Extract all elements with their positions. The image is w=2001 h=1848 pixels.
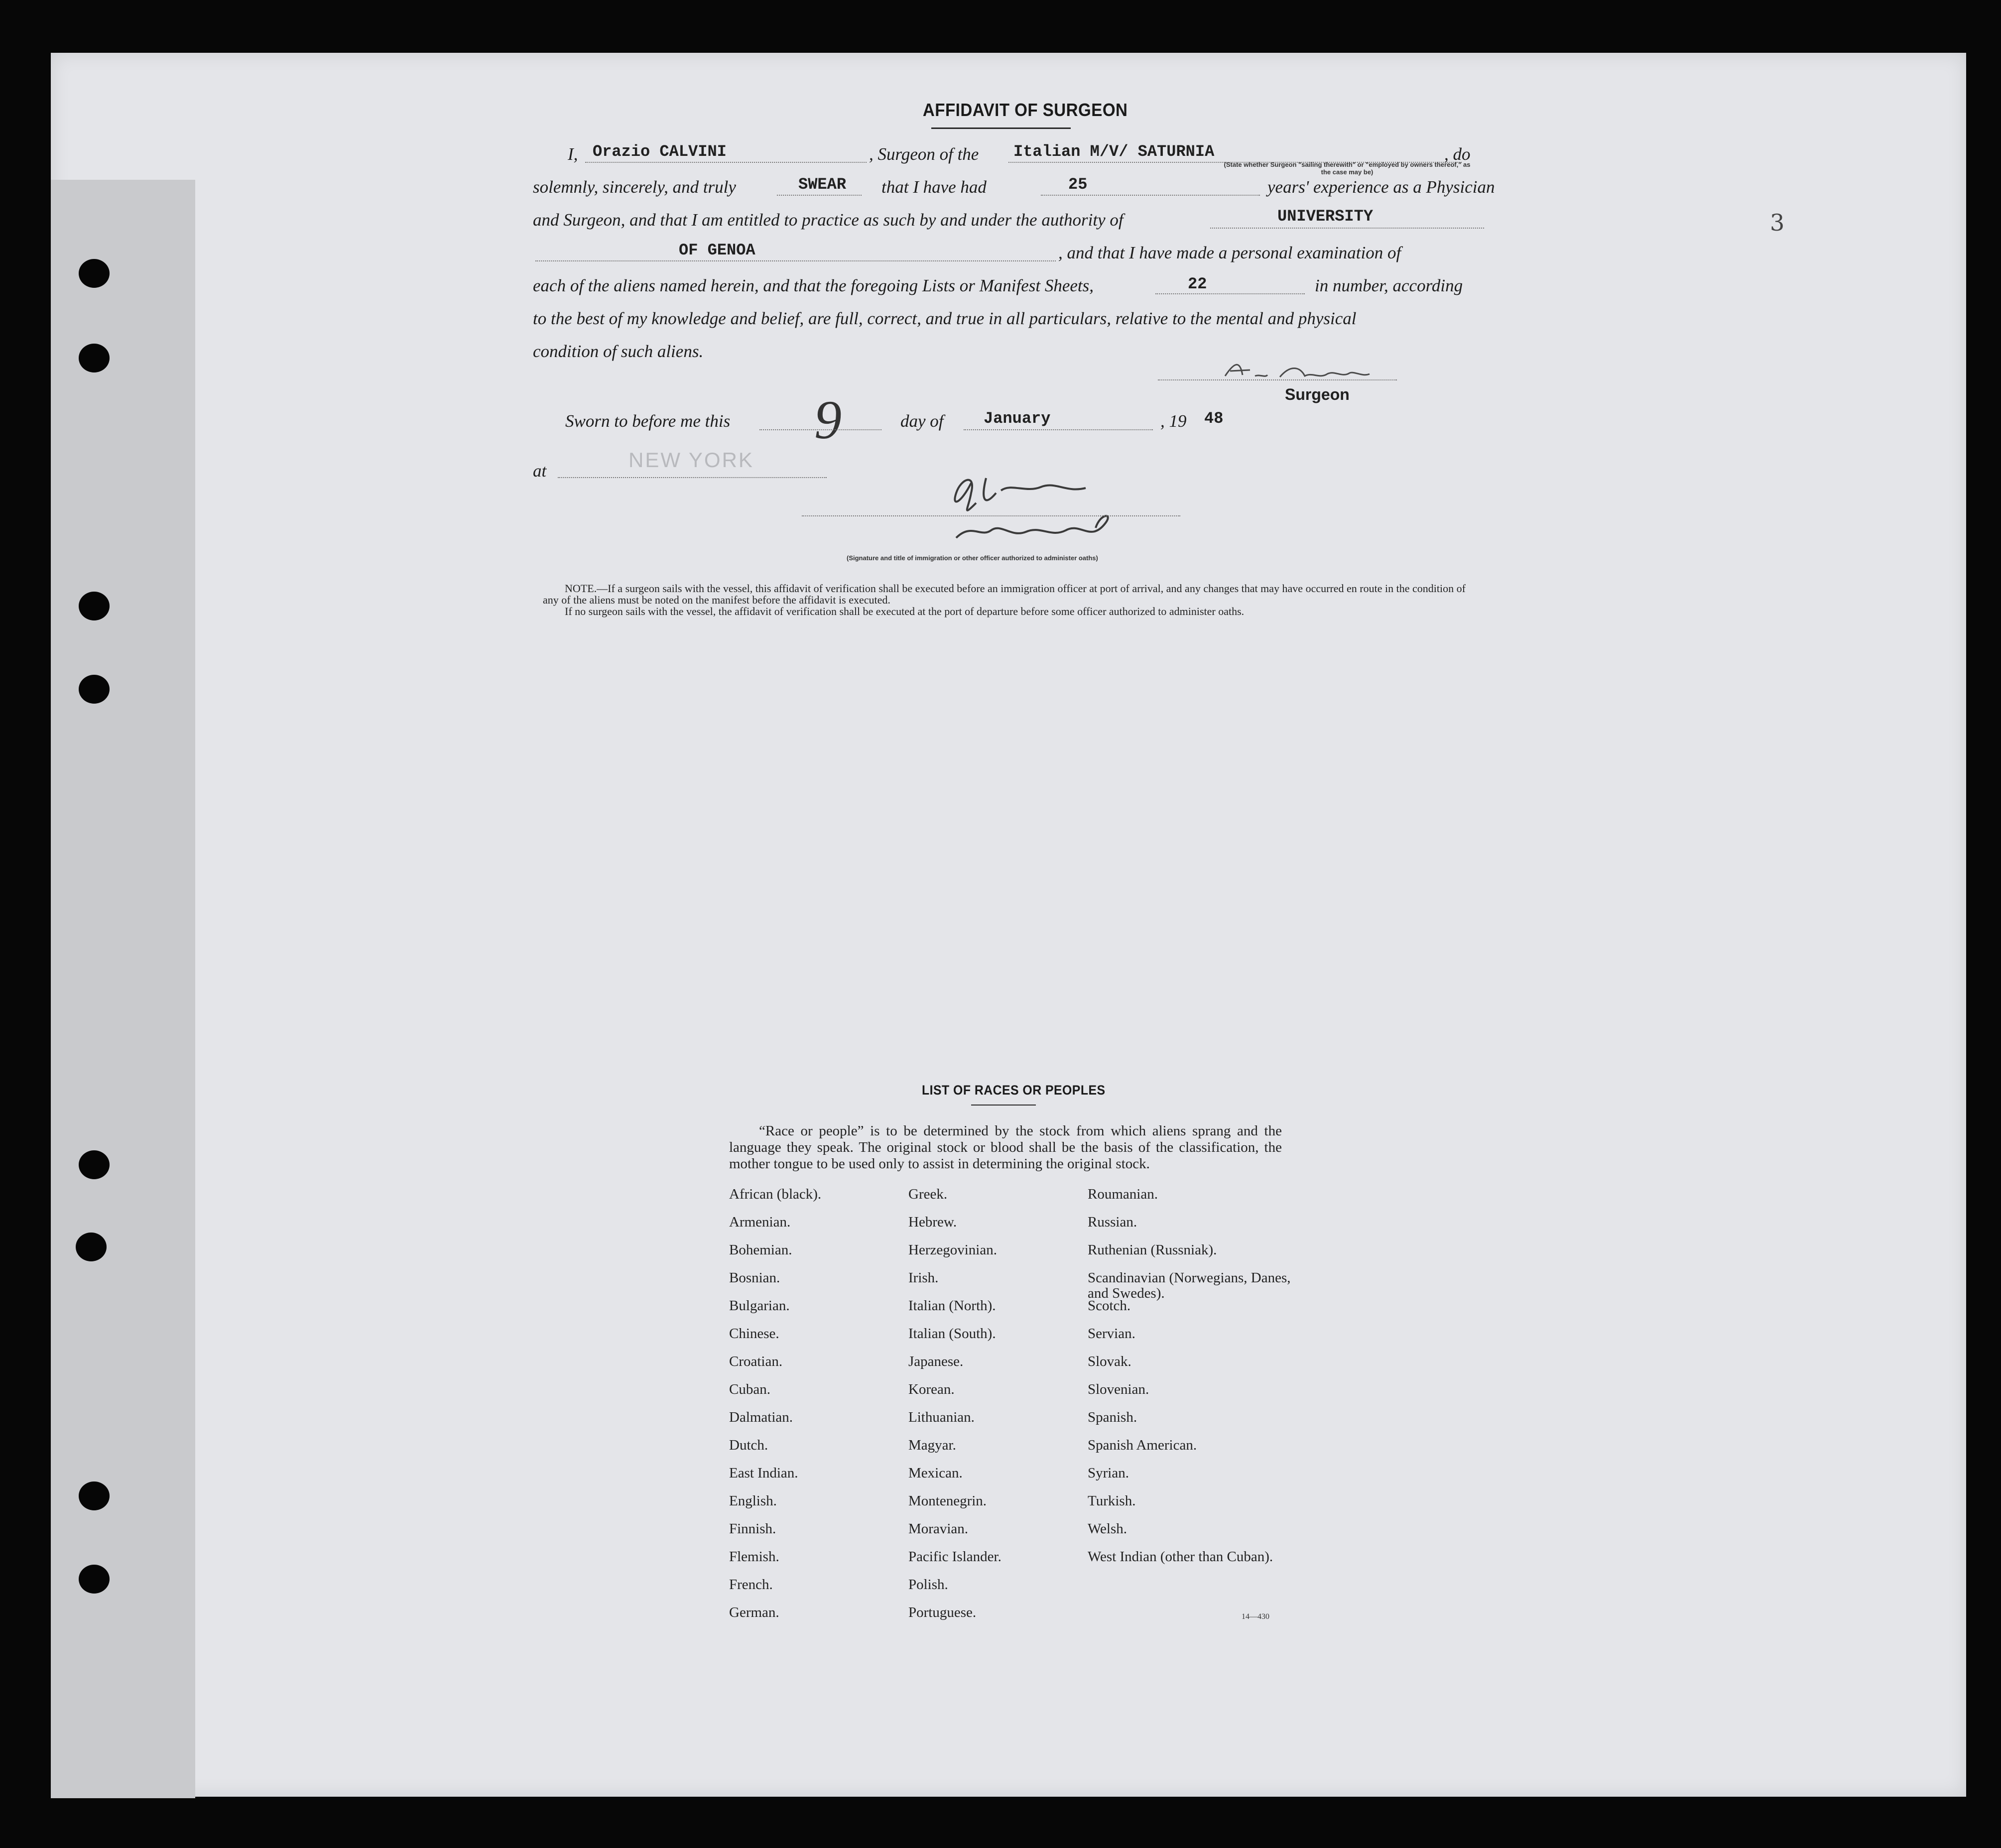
sworn-year-prefix: , 19 bbox=[1160, 411, 1187, 431]
officer-signature bbox=[941, 463, 1170, 553]
years-value: 25 bbox=[1068, 175, 1088, 194]
punch-hole bbox=[79, 675, 110, 704]
race-item: Russian. bbox=[1088, 1214, 1137, 1230]
place-stamp: NEW YORK bbox=[628, 448, 754, 472]
race-item: Armenian. bbox=[729, 1214, 791, 1230]
affidavit-note bbox=[543, 583, 1484, 617]
authority-part1: UNIVERSITY bbox=[1277, 207, 1374, 226]
race-item: Bohemian. bbox=[729, 1242, 792, 1258]
race-item: Bosnian. bbox=[729, 1270, 780, 1286]
race-item: Slovak. bbox=[1088, 1354, 1131, 1369]
race-item: German. bbox=[729, 1604, 779, 1620]
race-item: Ruthenian (Russniak). bbox=[1088, 1242, 1217, 1258]
authority-part2: OF GENOA bbox=[679, 241, 755, 259]
dotted-line bbox=[759, 429, 881, 430]
form-number: 14—430 bbox=[1242, 1612, 1269, 1621]
line2-mid: that I have had bbox=[881, 177, 987, 197]
binding-strip bbox=[51, 180, 195, 1798]
surgeon-label: Surgeon bbox=[1285, 385, 1350, 403]
line2-prefix: solemnly, sincerely, and truly bbox=[533, 177, 736, 197]
line7-text: condition of such aliens. bbox=[533, 342, 704, 361]
affidavit-title: AFFIDAVIT OF SURGEON bbox=[922, 100, 1128, 120]
race-item: Flemish. bbox=[729, 1549, 779, 1565]
note-paragraph-2: If no surgeon sails with the vessel, the affidavit of verification shall be executed at the port of departure before some officer authorized to administer oaths. bbox=[565, 605, 1245, 617]
race-item: West Indian (other than Cuban). bbox=[1088, 1549, 1273, 1565]
race-item: Polish. bbox=[908, 1577, 948, 1593]
race-item: English. bbox=[729, 1493, 777, 1509]
dotted-line bbox=[1210, 228, 1484, 229]
punch-hole bbox=[79, 1150, 110, 1179]
race-item: African (black). bbox=[729, 1186, 822, 1202]
sworn-month: January bbox=[984, 409, 1051, 428]
race-item: Italian (South). bbox=[908, 1326, 996, 1342]
dotted-line bbox=[585, 162, 867, 163]
line1-suffix: , do bbox=[1444, 144, 1471, 164]
line1-prefix: I, bbox=[568, 144, 578, 164]
race-item: Croatian. bbox=[729, 1354, 783, 1369]
note-paragraph-1: NOTE.—If a surgeon sails with the vessel, this affidavit of verification shall be executed before an immigration officer at port of arrival, and any changes that may have occurred en route in the condition of any of the aliens must be noted on the manifest before the affidavit is executed. bbox=[543, 582, 1466, 606]
race-item: French. bbox=[729, 1577, 773, 1593]
race-item: Montenegrin. bbox=[908, 1493, 987, 1509]
race-item: Dalmatian. bbox=[729, 1409, 793, 1425]
race-item: Portuguese. bbox=[908, 1604, 977, 1620]
sworn-year: 48 bbox=[1204, 409, 1224, 428]
punch-hole bbox=[79, 592, 110, 620]
line3-prefix: and Surgeon, and that I am entitled to practice as such by and under the authority of bbox=[533, 210, 1124, 230]
race-item: Scotch. bbox=[1088, 1298, 1131, 1314]
race-item: Servian. bbox=[1088, 1326, 1135, 1342]
surgeon-signature bbox=[1220, 356, 1389, 386]
race-item: Scandinavian (Norwegians, Danes, and Swedes). bbox=[1088, 1270, 1291, 1301]
line1-mid: , Surgeon of the bbox=[869, 144, 979, 164]
race-item: Greek. bbox=[908, 1186, 948, 1202]
dotted-line bbox=[777, 195, 862, 196]
race-item: Lithuanian. bbox=[908, 1409, 975, 1425]
race-item: Slovenian. bbox=[1088, 1381, 1149, 1397]
officer-signature-line bbox=[802, 515, 1180, 516]
dotted-line bbox=[964, 429, 1153, 430]
race-item: Roumanian. bbox=[1088, 1186, 1158, 1202]
sworn-day: 9 bbox=[814, 389, 842, 450]
dotted-line bbox=[558, 477, 827, 478]
punch-hole bbox=[79, 259, 110, 288]
race-item: Japanese. bbox=[908, 1354, 964, 1369]
races-intro: “Race or people” is to be determined by the stock from which aliens sprang and the language they speak. The original stock or blood shall be the basis of the classification, the mother tongue to be used only to assist in determining the original stock. bbox=[729, 1123, 1282, 1172]
surgeon-name: Orazio CALVINI bbox=[593, 142, 727, 161]
race-item: Spanish American. bbox=[1088, 1437, 1197, 1453]
races-column-3 bbox=[1088, 1187, 1297, 1577]
race-item: Hebrew. bbox=[908, 1214, 957, 1230]
dotted-line bbox=[1041, 195, 1260, 196]
sworn-at: at bbox=[533, 461, 547, 481]
signature-line bbox=[1158, 379, 1397, 380]
line6-text: to the best of my knowledge and belief, are full, correct, and true in all particulars, relative to the mental and physical bbox=[533, 309, 1357, 328]
punch-hole bbox=[76, 1232, 107, 1261]
line4-suffix: , and that I have made a personal examination of bbox=[1058, 243, 1401, 262]
oath-word: SWEAR bbox=[798, 175, 847, 194]
race-item: Mexican. bbox=[908, 1465, 963, 1481]
surgeon-status-note: (State whether Surgeon "sailing therewith" or "employed by owners thereof," as the case may be) bbox=[1224, 161, 1471, 176]
race-item: Chinese. bbox=[729, 1326, 779, 1342]
punch-hole bbox=[79, 1481, 110, 1510]
race-item: Cuban. bbox=[729, 1381, 770, 1397]
races-title-rule bbox=[971, 1105, 1036, 1106]
race-item: Finnish. bbox=[729, 1521, 776, 1537]
officer-caption: (Signature and title of immigration or other officer authorized to administer oaths) bbox=[847, 554, 1098, 562]
punch-hole bbox=[79, 344, 110, 372]
line5-prefix: each of the aliens named herein, and that the foregoing Lists or Manifest Sheets, bbox=[533, 276, 1094, 295]
race-item: East Indian. bbox=[729, 1465, 798, 1481]
page-number: 3 bbox=[1770, 209, 1785, 236]
dotted-line bbox=[1155, 293, 1305, 294]
race-item: Welsh. bbox=[1088, 1521, 1127, 1537]
sworn-day-of: day of bbox=[900, 411, 944, 431]
race-item: Bulgarian. bbox=[729, 1298, 790, 1314]
races-column-1 bbox=[729, 1187, 821, 1633]
races-column-2 bbox=[908, 1187, 1001, 1633]
race-item: Herzegovinian. bbox=[908, 1242, 997, 1258]
sheets-count: 22 bbox=[1188, 275, 1207, 293]
race-item: Italian (North). bbox=[908, 1298, 996, 1314]
sworn-prefix: Sworn to before me this bbox=[565, 411, 731, 431]
race-item: Spanish. bbox=[1088, 1409, 1137, 1425]
line5-suffix: in number, according bbox=[1315, 276, 1463, 295]
race-item: Irish. bbox=[908, 1270, 939, 1286]
race-item: Moravian. bbox=[908, 1521, 968, 1537]
punch-hole bbox=[79, 1565, 110, 1594]
race-item: Magyar. bbox=[908, 1437, 956, 1453]
vessel-name: Italian M/V/ SATURNIA bbox=[1013, 142, 1215, 161]
race-item: Dutch. bbox=[729, 1437, 768, 1453]
race-item: Korean. bbox=[908, 1381, 955, 1397]
races-title: LIST OF RACES OR PEOPLES bbox=[922, 1083, 1106, 1098]
race-item: Pacific Islander. bbox=[908, 1549, 1001, 1565]
race-item: Syrian. bbox=[1088, 1465, 1129, 1481]
dotted-line bbox=[535, 260, 1056, 261]
title-rule bbox=[931, 127, 1071, 129]
line2-suffix: years' experience as a Physician bbox=[1267, 177, 1495, 197]
race-item: Turkish. bbox=[1088, 1493, 1136, 1509]
